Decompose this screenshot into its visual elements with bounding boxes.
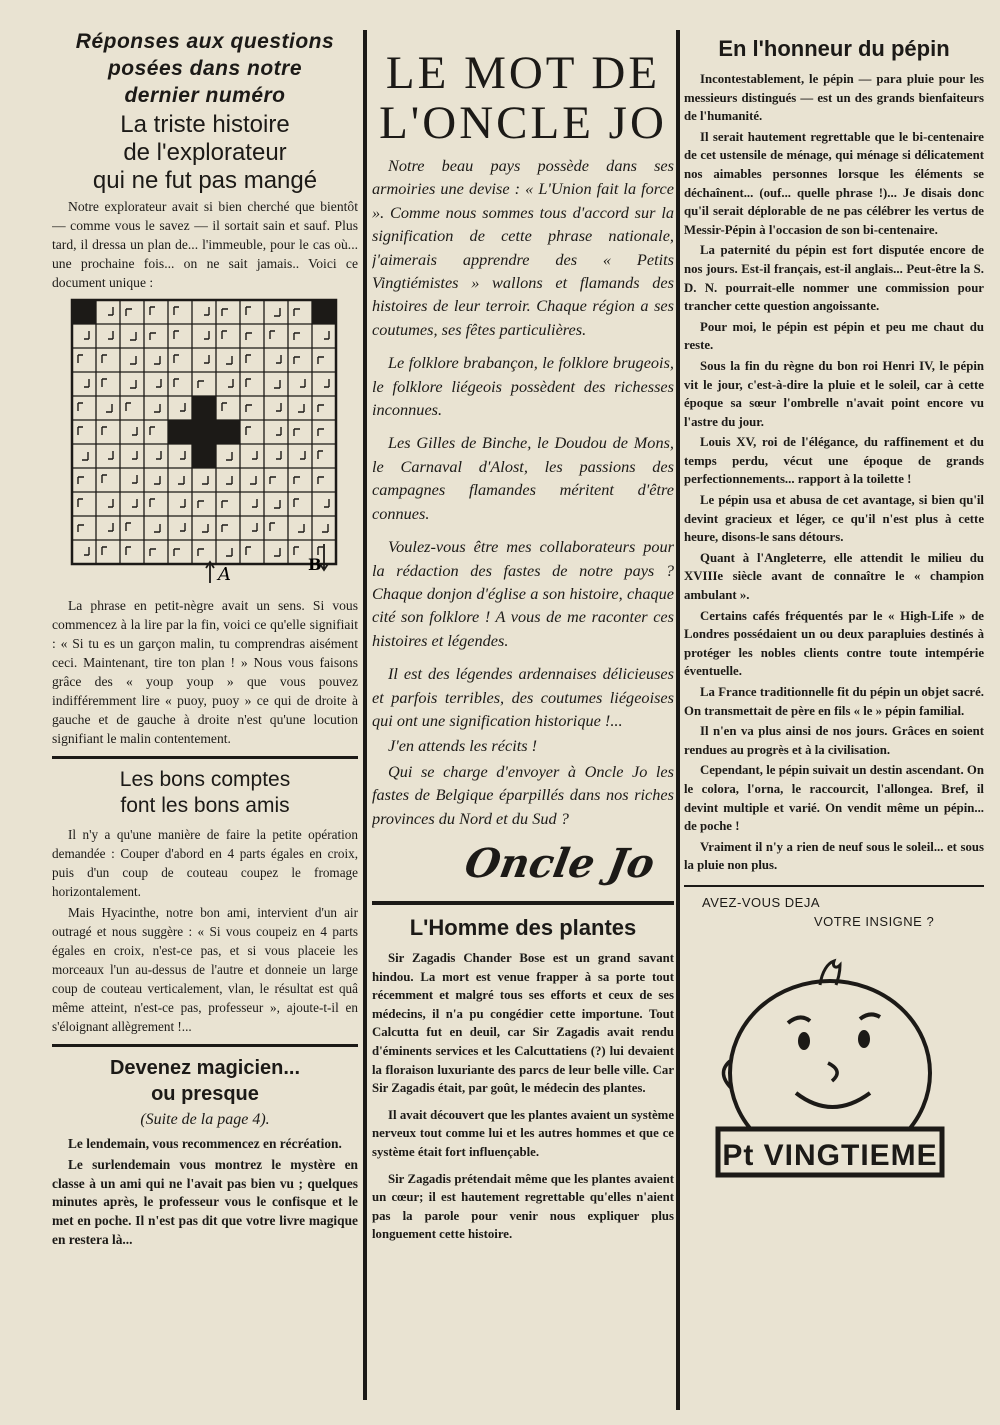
maze-door-mark xyxy=(226,548,232,556)
divider xyxy=(52,756,358,759)
maze-door-mark xyxy=(150,499,155,507)
maze-door-mark xyxy=(150,307,155,315)
maze-door-mark xyxy=(126,403,131,411)
pepin-paragraph: Certains cafés fréquentés par le « High-Life » de Londres possédaient un ou deux parapluies destinés à protéger les nobles clients contre toute intempérie éventuelle. xyxy=(684,608,984,679)
maze-door-mark xyxy=(250,476,256,484)
maze-door-mark xyxy=(154,524,160,532)
maze-door-mark xyxy=(130,380,136,388)
maze-black-cell xyxy=(192,444,216,468)
maze-door-mark xyxy=(180,499,185,507)
maze-door-mark xyxy=(276,451,281,459)
pepin-paragraph: La France traditionnelle fit du pépin un objet sacré. On transmettait de père en fils « le » pépin familial. xyxy=(684,685,984,718)
pepin-paragraph: Il n'en va plus ainsi de nos jours. Grâces en soient rendues au progrès et à la civilisation. xyxy=(684,724,984,757)
plantes-article xyxy=(372,949,674,1244)
maze-black-cell xyxy=(168,420,192,444)
column-middle xyxy=(372,28,674,1403)
oncle-jo-paragraph: J'en attends les récits ! xyxy=(388,736,538,756)
oncle-jo-paragraph: Le folklore brabançon, le folklore brugeois, le folklore liégeois possèdent des richesses inconnues. xyxy=(372,353,674,420)
magicien-title-line1: Devenez magicien... xyxy=(109,1057,301,1079)
reponses-heading-line2: posées dans notre xyxy=(107,57,303,80)
maze-door-mark xyxy=(228,379,233,387)
plantes-paragraph: Sir Zagadis Chander Bose est un grand savant hindou. La mort est venue frapper à sa porte tout récemment et malgré tous ses efforts et ceux de ses médecins, il n'a pu congédier cette importune. Tout Calcutta fut en deuil, car Sir Zagadis avait rendu d'éminents services et les Calcuttatiens (?) lui devaient la floraison luxuriante des parcs de leur belle ville. Car Sir Zagadis était, par goût, le médecin des plantes. xyxy=(372,950,674,1096)
maze-door-mark xyxy=(78,427,83,435)
maze-door-mark xyxy=(102,547,107,555)
maze-door-mark xyxy=(180,523,185,531)
maze-door-mark xyxy=(126,547,131,555)
maze-door-mark xyxy=(126,309,132,316)
maze-door-mark xyxy=(198,501,204,508)
maze-door-mark xyxy=(270,331,275,339)
maze-door-mark xyxy=(102,427,107,435)
maze-door-mark xyxy=(324,379,329,387)
maze-door-mark xyxy=(246,379,251,387)
maze-door-mark xyxy=(252,499,257,507)
insigne-question-line2: VOTRE INSIGNE ? xyxy=(814,913,935,929)
maze-door-mark xyxy=(318,357,324,364)
maze-door-mark xyxy=(276,355,281,363)
maze-door-mark xyxy=(82,452,88,460)
maze-door-mark xyxy=(78,525,84,532)
maze-door-mark xyxy=(150,549,156,556)
maze-door-mark xyxy=(198,549,204,556)
reponses-heading xyxy=(52,28,358,109)
maze-door-mark xyxy=(270,523,275,531)
maze-door-mark xyxy=(154,356,160,364)
oncle-jo-paragraph: Il est des légendes ardennaises délicieuses et parfois terribles, des coutumes liégeoises qui ont une signification historique !... xyxy=(372,664,674,730)
comptes-title-line1: Les bons comptes xyxy=(119,768,291,791)
maze-door-mark xyxy=(276,427,281,435)
maze-door-mark xyxy=(252,523,257,531)
oncle-jo-paragraph: Qui se charge d'envoyer à Oncle Jo les fastes de Belgique éparpillés dans nos riches provinces du Nord et du Sud ? xyxy=(372,761,674,828)
explorateur-paragraph-1: Notre explorateur avait si bien cherché que bientôt — comme vous le savez — il sortait sain et sauf. Plus tard, il dressa un plan de... l'immeuble, pour le cas où... une prochaine fois... on ne sait jamais.. Voici ce document unique : xyxy=(52,199,358,290)
maze-door-mark xyxy=(274,500,280,508)
pepin-paragraph: La paternité du pépin est fort disputée encore de nos jours. Est-il français, est-il anglais... Peut-être la S. D. N. pourrait-elle nommer une commission pour trancher cette question angoissante. xyxy=(684,243,984,314)
maze-black-cell xyxy=(72,300,96,324)
maze-entry-arrow xyxy=(206,562,214,583)
eye-icon xyxy=(798,1032,810,1050)
maze-door-mark xyxy=(102,379,107,387)
maze-door-mark xyxy=(222,501,228,508)
maze-door-mark xyxy=(246,355,251,363)
eye-icon xyxy=(858,1030,870,1048)
maze-door-mark xyxy=(180,403,185,411)
plantes-title: L'Homme des plantes xyxy=(409,914,637,940)
explorateur-title xyxy=(52,111,358,195)
maze-door-mark xyxy=(252,451,257,459)
insigne-question-line1: AVEZ-VOUS DEJA xyxy=(702,894,821,910)
maze-door-mark xyxy=(226,452,232,460)
nose-icon xyxy=(828,1063,837,1081)
maze-door-mark xyxy=(294,429,300,436)
maze-black-cell xyxy=(192,396,216,420)
pepin-paragraph: Vraiment il n'y a rien de neuf sous le soleil... et sous la pluie non plus. xyxy=(684,839,984,873)
maze-black-cell xyxy=(192,420,216,444)
divider xyxy=(52,1044,358,1047)
maze-door-mark xyxy=(222,309,228,316)
maze-door-mark xyxy=(222,403,227,411)
maze-door-mark xyxy=(156,379,161,387)
maze-door-mark xyxy=(108,451,113,459)
comptes-paragraph-2: Mais Hyacinthe, notre bon ami, intervient d'un air outragé et nous suggère : « Si vous coupeiz en 4 parts égales en croix, n'est-ce pas, et si vous placeie les morceaux l'un au-dessus de l'autre et donneie un large coup de couteau verticalement, vlan, le résultat est quâ même atteint, n'est-ce pas, professeur », ajoute-t-il en s'éloignant allègrement !... xyxy=(52,905,358,1034)
maze-door-mark xyxy=(246,427,251,435)
maze-door-mark xyxy=(322,524,328,532)
pepin-paragraph: Cependant, le pépin suivait un destin ascendant. On le colora, l'orna, le raccourcit, l'allongea. Bref, il devint multiple et varié. On vendit même un pépin... de poche ! xyxy=(684,763,984,834)
pepin-paragraph: Le pépin usa et abusa de cet avantage, si bien qu'il devint gracieux et léger, ce qu'il n'est plus à cette heure, disons-le sans détours. xyxy=(684,493,984,545)
oncle-jo-paragraph: Voulez-vous être mes collaborateurs pour la rédaction des fastes de notre pays ? Chaque donjon d'église a son histoire, chaque cité son folklore ! A vous de me raconter ces histoires et légendes. xyxy=(372,537,674,650)
maze-door-mark xyxy=(324,331,329,339)
oncle-jo-article xyxy=(372,154,674,830)
maze-door-mark xyxy=(156,451,161,459)
maze-door-mark xyxy=(108,331,113,339)
comptes-title xyxy=(52,767,358,819)
maze-door-mark xyxy=(132,427,137,435)
maze-door-mark xyxy=(130,356,136,364)
maze-door-mark xyxy=(318,547,323,555)
maze-door-mark xyxy=(132,451,137,459)
maze-door-mark xyxy=(154,476,160,484)
maze-door-mark xyxy=(294,333,300,340)
maze-label-b: B xyxy=(308,555,322,574)
maze-door-mark xyxy=(154,404,160,412)
maze-door-mark xyxy=(246,405,252,412)
maze-door-mark xyxy=(174,355,179,363)
maze-door-mark xyxy=(180,451,185,459)
oncle-jo-title-line2: L'ONCLE JO xyxy=(379,97,667,149)
maze-door-mark xyxy=(202,524,208,532)
maze-door-mark xyxy=(294,357,300,364)
maze-door-mark xyxy=(132,499,137,507)
maze-door-mark xyxy=(246,547,251,555)
maze-door-mark xyxy=(246,307,251,315)
badge-text: Pt VINGTIEME xyxy=(722,1138,938,1172)
maze-door-mark xyxy=(108,523,113,531)
oncle-jo-paragraph: Les Gilles de Binche, le Doudou de Mons, le Carnaval d'Alost, les passions des campagnes flamandes méritent d'être connues. xyxy=(372,433,674,523)
maze-door-mark xyxy=(318,477,324,484)
maze-door-mark xyxy=(294,547,299,555)
maze-door-mark xyxy=(198,381,204,388)
maze-door-mark xyxy=(300,379,305,387)
maze-door-mark xyxy=(300,451,305,459)
maze-label-a: A xyxy=(218,564,231,583)
maze-door-mark xyxy=(178,476,184,484)
maze-door-mark xyxy=(294,477,300,484)
column-left xyxy=(52,28,358,1398)
oncle-jo-signature: Oncle Jo xyxy=(461,839,659,887)
pepin-paragraph: Pour moi, le pépin est pépin et peu me chaut du reste. xyxy=(684,319,984,353)
maze-door-mark xyxy=(274,380,280,388)
maze-door-mark xyxy=(204,307,209,315)
pepin-paragraph: Quant à l'Angleterre, elle attendit le milieu du XVIIIe siècle avant de connaître le « champion ambulant ». xyxy=(684,550,984,603)
maze-door-mark xyxy=(150,427,155,435)
pepin-paragraph: Il serait hautement regrettable que le bi-centenaire de cet ustensile de ménage, qui ménage si délicatement nos aimables personnes lorsque les éléments se déchaînent... (ouf... quelle phrase !)... Je disais donc qu'il serait déplorable de ne pas célébrer les vertus de Messir-Pépin à l'occasion de son bi-centenaire. xyxy=(684,129,984,237)
maze-door-mark xyxy=(108,307,113,315)
eyebrow-icon xyxy=(860,1014,880,1019)
maze-door-mark xyxy=(318,405,324,412)
magicien-paragraph-2: Le surlendemain vous montrez le mystère en classe à un ami qui ne l'avait pas bien vu ; quelques minutes après, le professeur vous le confisque et le met en poche. Il n'est pas dit que votre livre magique en restera là... xyxy=(52,1156,358,1247)
maze-door-mark xyxy=(294,309,300,316)
comptes-paragraph-1: Il n'y a qu'une manière de faire la petite opération demandée : Couper d'abord en 4 parts égales en croix, puis d'un coup de couteau coupez le fromage horizontalement. xyxy=(52,827,358,899)
reponses-heading-line1: Réponses aux questions xyxy=(75,30,335,53)
maze-door-mark xyxy=(174,307,179,315)
oncle-jo-title xyxy=(372,48,674,148)
oncle-jo-paragraph: Notre beau pays possède dans ses armoiries une devise : « L'Union fait la force ». Comme nous sommes tous d'accord sur la signification de cette phrase nationale, j'aimerais apprendre des « Petits Vingtiémistes » wallons et flamands des histoires de leur terroir. Chaque région a ses coutumes, ses fêtes particulières. xyxy=(372,156,674,339)
maze-door-mark xyxy=(174,379,179,387)
eyebrow-icon xyxy=(788,1017,810,1023)
maze-door-mark xyxy=(204,331,209,339)
maze-door-mark xyxy=(276,403,281,411)
comptes-title-line2: font les bons amis xyxy=(120,794,290,817)
mouth-icon xyxy=(796,1093,870,1107)
explorateur-paragraph-2: La phrase en petit-nègre avait un sens. Si vous commencez à la lire par la fin, voici ce qu'elle signifiait : « Si tu es un garçon malin, tu comprendras aisément ceci. Maintenant, tire ton plan ! » Nous vous faisons grâce des « youp youp » que vous pouvez indifféremment lire « puoy, puoy » ce qui de droite à gauche et de gauche à droite n'est qu'une locution signifiant le malin contentement. xyxy=(52,598,358,746)
maze-door-mark xyxy=(298,524,304,532)
explorateur-title-line3: qui ne fut pas mangé xyxy=(92,167,318,194)
badge-svg xyxy=(710,943,950,1203)
divider xyxy=(372,901,674,905)
maze-door-mark xyxy=(78,499,83,507)
maze-door-mark xyxy=(294,499,299,507)
oncle-jo-title-line1: LE MOT DE xyxy=(385,47,661,99)
maze-door-mark xyxy=(270,477,276,484)
maze-door-mark xyxy=(202,476,208,484)
maze-door-mark xyxy=(174,549,180,556)
plantes-paragraph: Sir Zagadis prétendait même que les plantes avaient un cœur; il est hautement regrettable qu'elles n'aient pas la parole pour venir nous expliquer plus longuement cette histoire. xyxy=(372,1171,674,1242)
maze-door-mark xyxy=(226,476,232,484)
explorateur-title-line1: La triste histoire xyxy=(120,111,290,138)
maze-door-mark xyxy=(150,333,156,340)
badge-illustration xyxy=(710,943,984,1208)
maze-door-mark xyxy=(318,451,323,459)
maze-door-mark xyxy=(78,403,83,411)
pepin-paragraph: Incontestablement, le pépin — para pluie pour les messieurs distingués — est un des grands bienfaiteurs de l'humanité. xyxy=(684,72,984,124)
pepin-title: En l'honneur du pépin xyxy=(718,36,950,61)
maze-door-mark xyxy=(274,548,280,556)
maze-door-mark xyxy=(274,308,280,316)
maze-door-mark xyxy=(106,404,112,412)
pepin-paragraph: Sous la fin du règne du bon roi Henri IV, le pépin vit le jour, c'est-à-dire la pluie et le soleil, car à cette époque sa sœur l'ombrelle n'avait point encore vu l'astre du jour. xyxy=(684,358,984,429)
maze-door-mark xyxy=(108,499,113,507)
maze-door-mark xyxy=(298,404,304,412)
maze-door-mark xyxy=(102,355,107,363)
maze-door-mark xyxy=(324,499,329,507)
maze-door-mark xyxy=(132,475,137,483)
maze-door-mark xyxy=(246,333,252,340)
maze-door-mark xyxy=(84,379,89,387)
column-right xyxy=(684,28,984,1413)
maze-door-mark xyxy=(204,355,209,363)
maze-black-cell xyxy=(312,300,336,324)
maze-door-mark xyxy=(84,547,89,555)
maze-plan-svg xyxy=(70,298,340,583)
explorateur-title-line2: de l'explorateur xyxy=(123,139,287,166)
maze-door-mark xyxy=(102,475,107,483)
maze-door-mark xyxy=(174,331,179,339)
magicien-paragraph-1: Le lendemain, vous recommencez en récréation. xyxy=(68,1136,342,1151)
divider xyxy=(684,885,984,887)
pepin-paragraph: Louis XV, roi de l'élégance, du raffinement et du temps perdu, vécut une époque de grands perfectionnements... rapport à la toilette ! xyxy=(684,435,984,487)
maze-door-mark xyxy=(222,525,228,532)
maze-door-mark xyxy=(318,429,324,436)
maze-door-mark xyxy=(222,331,227,339)
maze-door-mark xyxy=(126,523,131,531)
plantes-paragraph: Il avait découvert que les plantes avaient un système nerveux tout comme lui et les autres hommes et que ce système était fort influençable. xyxy=(372,1107,674,1159)
column-rule-left xyxy=(363,30,367,1400)
reponses-heading-line3: dernier numéro xyxy=(124,84,286,107)
magicien-title-line2: ou presque xyxy=(151,1083,259,1105)
maze-plan xyxy=(70,298,340,588)
maze-door-mark xyxy=(226,356,232,364)
maze-door-mark xyxy=(78,477,84,484)
magicien-title xyxy=(52,1055,358,1107)
maze-black-cell xyxy=(216,420,240,444)
magicien-subtitle: (Suite de la page 4). xyxy=(140,1111,270,1128)
maze-door-mark xyxy=(130,332,136,340)
pepin-article xyxy=(684,70,984,875)
maze-door-mark xyxy=(84,331,89,339)
maze-door-mark xyxy=(78,355,83,363)
column-rule-right xyxy=(676,30,680,1410)
